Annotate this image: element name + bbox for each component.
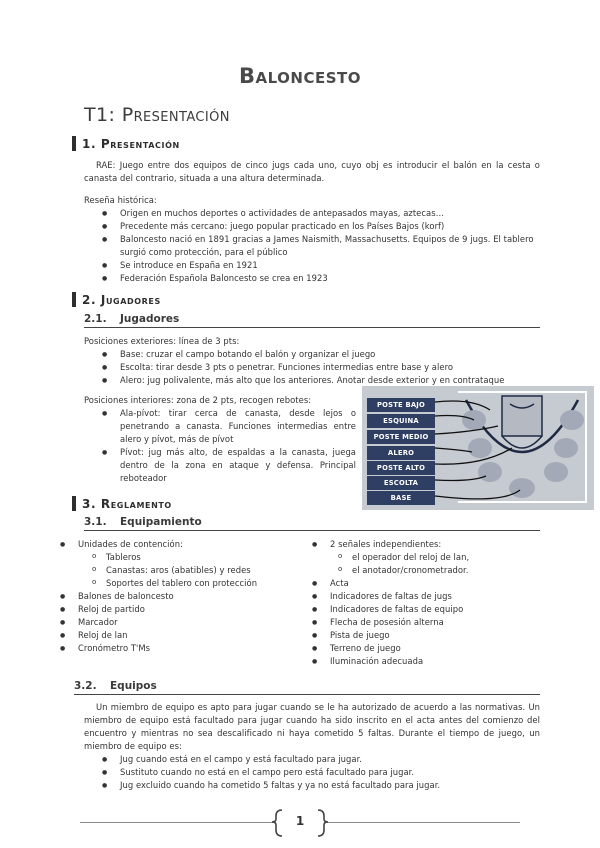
interior-label: Posiciones interiores: zona de 2 pts, recogen rebotes: xyxy=(84,395,312,405)
list-item xyxy=(330,538,550,577)
teams-paragraph: Un miembro de equipo es apto para jugar cuando se le ha autorizado de acuerdo a las normativas. Un miembro de equipo está facultado para jugar cuando ha sido inscrito en el acta antes del comienzo del encuentro y mientras no sea descalificado ni haya cometido 5 faltas. Durante el tiempo de juego, un miembro de equipo es: xyxy=(84,702,540,751)
list-item: ● Reloj de partido xyxy=(78,603,298,616)
court-label-poste-bajo: POSTE BAJO xyxy=(367,398,435,412)
court-label-poste-alto: POSTE ALTO xyxy=(367,461,435,475)
units-label: Unidades de contención: xyxy=(78,539,183,549)
footer-divider-right xyxy=(324,822,520,823)
exterior-list xyxy=(120,348,590,387)
sub-list-item: o Tableros xyxy=(106,551,298,564)
list-item: ● Flecha de posesión alterna xyxy=(330,616,550,629)
key-area xyxy=(502,396,542,436)
list-item: ● Iluminación adecuada xyxy=(330,655,550,668)
rae-definition: RAE: Juego entre dos equipos de cinco jugs cada uno, cuyo obj es introducir el balón en la cesta o canasta del contrario, situada a una altura determinada. xyxy=(84,160,540,183)
section-bar xyxy=(72,292,76,307)
exterior-label: Posiciones exteriores: línea de 3 pts: xyxy=(84,336,240,346)
list-item: ● Terreno de juego xyxy=(330,642,550,655)
signals-sublist xyxy=(330,551,550,577)
subsection-title: Equipos xyxy=(110,680,157,692)
section-1-heading xyxy=(72,136,180,151)
list-item: ● Base: cruzar el campo botando el balón y organizar el juego xyxy=(120,348,590,361)
units-sublist xyxy=(78,551,298,590)
court-label-base: BASE xyxy=(367,491,435,505)
section-bar xyxy=(72,136,76,151)
list-item xyxy=(78,538,298,590)
list-item: ● Jug cuando está en el campo y está facultado para jugar. xyxy=(120,753,540,766)
equipment-left-bullets xyxy=(78,538,298,655)
subsection-number: 3.2. xyxy=(74,680,97,692)
teams-list xyxy=(120,753,540,792)
document-title: Baloncesto xyxy=(239,64,361,88)
equipment-left-list xyxy=(78,538,298,655)
sub-list-item: o Soportes del tablero con protección xyxy=(106,577,298,590)
history-list xyxy=(120,207,540,285)
signals-label: 2 señales independientes: xyxy=(330,539,442,549)
sub-list-item: o el anotador/cronometrador. xyxy=(352,564,550,577)
history-label: Reseña histórica: xyxy=(84,195,157,205)
list-item: ● Reloj de lan xyxy=(78,629,298,642)
court-label-poste-medio: POSTE MEDIO xyxy=(367,430,435,444)
sub-list-item: o Canastas: aros (abatibles) y redes xyxy=(106,564,298,577)
list-item: ● Se introduce en España en 1921 xyxy=(120,259,540,272)
list-item: ● Precedente más cercano: juego popular practicado en los Países Bajos (korf) xyxy=(120,220,540,233)
subsection-number: 2.1. xyxy=(84,313,107,325)
sub-list-item: o el operador del reloj de lan, xyxy=(352,551,550,564)
court-label-esquina: ESQUINA xyxy=(367,414,435,428)
list-item: ● Federación Española Baloncesto se crea en 1923 xyxy=(120,272,540,285)
section-1-title: 1. Presentación xyxy=(82,136,180,151)
list-item: ● Cronómetro T'Ms xyxy=(78,642,298,655)
court-positions-image xyxy=(362,386,594,510)
section-3-heading xyxy=(72,496,172,511)
section-2-heading xyxy=(72,292,161,307)
unit-title: T1: Presentación xyxy=(84,104,230,126)
interior-list xyxy=(120,407,356,485)
subsection-title: Jugadores xyxy=(120,313,180,325)
court-label-alero: ALERO xyxy=(367,446,435,460)
subsection-title: Equipamiento xyxy=(120,516,202,528)
list-item: ● Balones de baloncesto xyxy=(78,590,298,603)
list-item: ● Origen en muchos deportes o actividades de antepasados mayas, aztecas… xyxy=(120,207,540,220)
equipment-right-bullets xyxy=(330,538,550,668)
list-item: ● Acta xyxy=(330,577,550,590)
subsection-3-1 xyxy=(84,516,540,531)
list-item: ● Sustituto cuando no está en el campo pero está facultado para jugar. xyxy=(120,766,540,779)
section-2-title: 2. Jugadores xyxy=(82,292,161,307)
list-item: ● Alero: jug polivalente, más alto que los anteriores. Anotar desde exterior y en contrataque xyxy=(120,374,590,387)
section-bar xyxy=(72,496,76,511)
equipment-right-list xyxy=(330,538,550,668)
list-item: ● Jug excluido cuando ha cometido 5 faltas y ya no está facultado para jugar. xyxy=(120,779,540,792)
list-item: ● Pista de juego xyxy=(330,629,550,642)
list-item: ● Indicadores de faltas de equipo xyxy=(330,603,550,616)
list-item: ● Pívot: jug más alto, de espaldas a la canasta, juega dentro de la zona en ataque y defensa. Principal reboteador xyxy=(120,446,356,485)
court-label-escolta: ESCOLTA xyxy=(367,476,435,490)
list-item: ● Marcador xyxy=(78,616,298,629)
subsection-2-1 xyxy=(84,313,540,328)
list-item: ● Escolta: tirar desde 3 pts o penetrar. Funciones intermedias entre base y alero xyxy=(120,361,590,374)
subsection-3-2 xyxy=(74,680,540,695)
section-3-title: 3. Reglamento xyxy=(82,496,172,511)
page-number: 1 xyxy=(295,814,305,828)
list-item: ● Baloncesto nació en 1891 gracias a James Naismith, Massachusetts. Equipos de 9 jugs. El tablero surgió como protección, para el público xyxy=(120,233,540,259)
subsection-number: 3.1. xyxy=(84,516,107,528)
list-item: ● Ala-pívot: tirar cerca de canasta, desde lejos o penetrando a canasta. Funciones intermedias entre alero y pívot, más de pívot xyxy=(120,407,356,446)
list-item: ● Indicadores de faltas de jugs xyxy=(330,590,550,603)
footer-divider-left xyxy=(80,822,276,823)
